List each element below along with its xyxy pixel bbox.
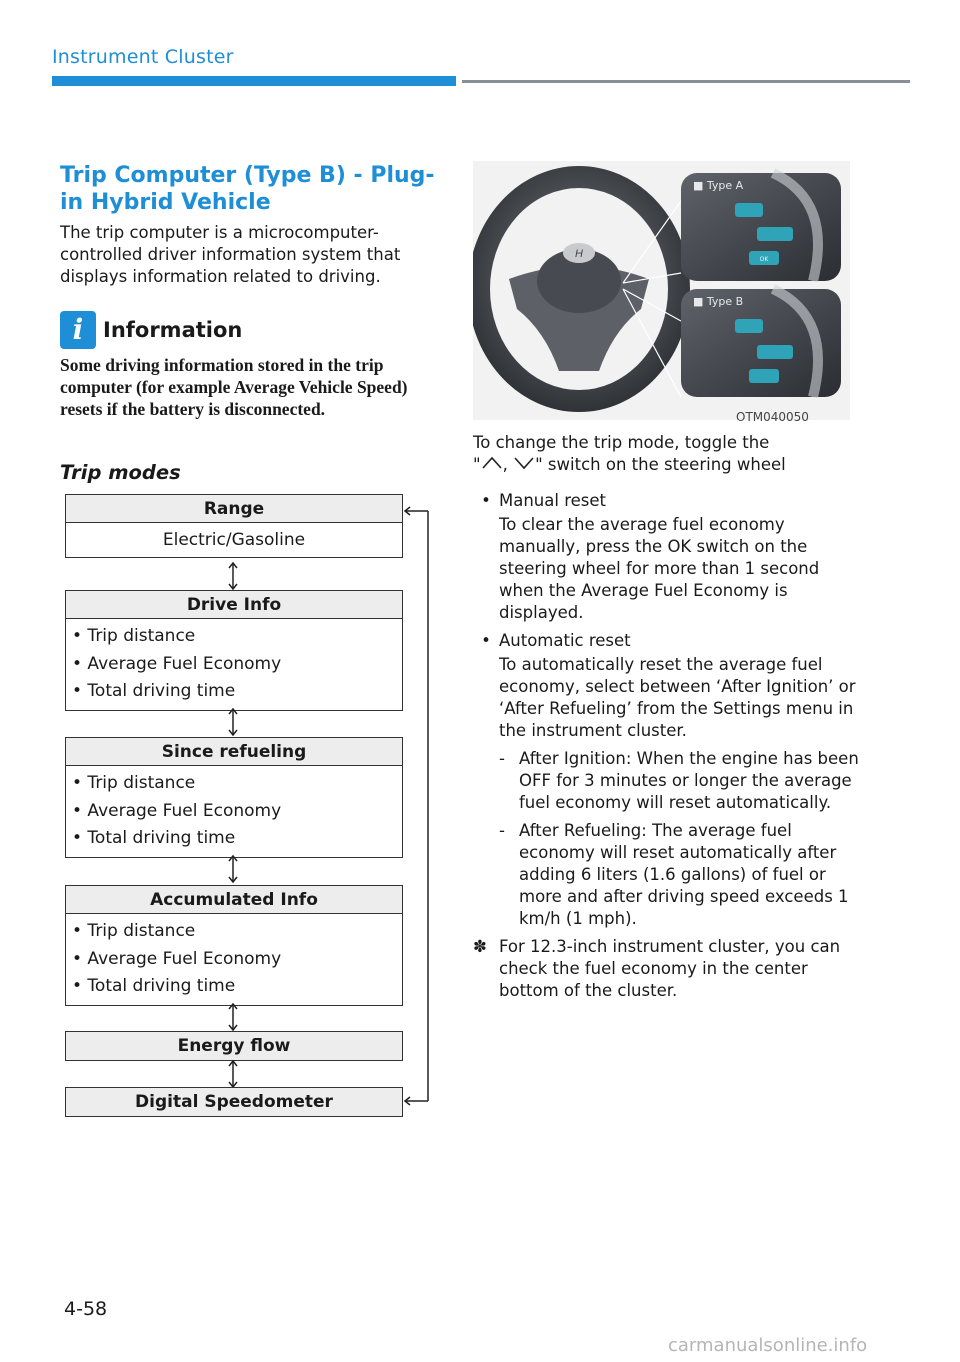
trip-modes-heading: Trip modes [60, 461, 181, 484]
header-accent-bar [52, 76, 456, 86]
updown-arrow-icon [222, 707, 244, 737]
list-item [473, 630, 863, 652]
digital-speedometer-title: Digital Speedometer [66, 1088, 402, 1116]
updown-arrow-icon [222, 1002, 244, 1032]
manual-reset-label: Manual reset [499, 491, 606, 510]
change-mode-paragraph [473, 432, 863, 476]
info-title: Information [103, 318, 243, 342]
digital-speedometer-box [65, 1087, 403, 1117]
list-item [473, 820, 863, 930]
intro-paragraph: The trip computer is a microcomputer-controlled driver information system that displays information related to driving. [60, 223, 401, 286]
updown-arrow-icon [222, 854, 244, 884]
list-item [473, 490, 863, 512]
list-item: • Trip distance [72, 626, 196, 646]
list-item: • Average Fuel Economy [72, 653, 282, 674]
up-chevron-icon [481, 456, 503, 470]
after-refueling-text: After Refueling: The average fuel economy will reset automatically after adding 6 liters (1.6 gallons) of fuel or more and after driving speed exceeds 1 km/h (1 mph). [519, 821, 849, 928]
dash-icon: - [499, 821, 505, 840]
change-mode-end: " switch on the steering wheel [535, 455, 786, 474]
auto-reset-label: Automatic reset [499, 631, 631, 650]
note-text: For 12.3-inch instrument cluster, you can check the fuel economy in the center bottom of the cluster. [499, 937, 841, 1000]
after-ignition-text: After Ignition: When the engine has been OFF for 3 minutes or longer the average fuel economy will reset automatically. [519, 749, 859, 812]
bullet-icon: • [481, 631, 491, 650]
ok-label: OK [759, 256, 769, 263]
list-item: • Total driving time [72, 828, 236, 848]
trip-mode-instructions [473, 432, 863, 1002]
list-item: • Trip distance [72, 773, 196, 793]
list-item: • Trip distance [72, 921, 196, 941]
quote-open: " [473, 455, 481, 474]
info-icon: i [60, 311, 96, 349]
accumulated-info-title: Accumulated Info [66, 886, 402, 914]
svg-text:H: H [575, 248, 583, 260]
figure-code: OTM040050 [736, 410, 809, 424]
bullet-icon: • [481, 491, 491, 510]
list-item [473, 748, 863, 814]
note [473, 936, 863, 1002]
note-symbol-icon: ✽ [473, 937, 487, 956]
separator: , [502, 455, 508, 474]
list-item: • Total driving time [72, 976, 236, 996]
energy-flow-title: Energy flow [66, 1032, 402, 1060]
loop-arrow-icon [403, 503, 433, 1109]
list-item: • Total driving time [72, 681, 236, 701]
steering-wheel-figure [473, 161, 850, 420]
accumulated-info-box [65, 885, 403, 1006]
since-refueling-box [65, 737, 403, 858]
down-chevron-icon [513, 456, 535, 470]
dash-icon: - [499, 749, 505, 768]
section-title: Trip Computer (Type B) - Plug-in Hybrid Vehicle [60, 163, 435, 215]
range-value: Electric/Gasoline [162, 530, 306, 550]
manual-reset-text: To clear the average fuel economy manually, press the OK switch on the steering wheel for more than 1 second when the Average Fuel Economy is displayed. [499, 515, 820, 622]
steering-wheel-icon [473, 161, 850, 420]
range-title: Range [66, 495, 402, 523]
header-divider [462, 80, 910, 83]
updown-arrow-icon [222, 561, 244, 591]
list-item: • Average Fuel Economy [72, 948, 282, 969]
page-number: 4-58 [64, 1298, 108, 1320]
auto-reset-text: To automatically reset the average fuel economy, select between ‘After Ignition’ or ‘After Refueling’ from the Settings menu in the instrument cluster. [499, 655, 856, 740]
type-a-label: ■ Type A [693, 179, 744, 192]
drive-info-title: Drive Info [66, 591, 402, 619]
change-mode-text: To change the trip mode, toggle the [473, 433, 770, 452]
updown-arrow-icon [222, 1059, 244, 1089]
list-item: • Average Fuel Economy [72, 800, 282, 821]
drive-info-box [65, 590, 403, 711]
info-text: Some driving information stored in the trip computer (for example Average Vehicle Speed) resets if the battery is disconnected. [60, 355, 408, 419]
energy-flow-box [65, 1031, 403, 1061]
header-title: Instrument Cluster [52, 46, 234, 68]
type-b-label: ■ Type B [693, 295, 744, 308]
watermark: carmanualsonline.info [668, 1335, 868, 1356]
since-refueling-title: Since refueling [66, 738, 402, 766]
range-box [65, 494, 403, 558]
